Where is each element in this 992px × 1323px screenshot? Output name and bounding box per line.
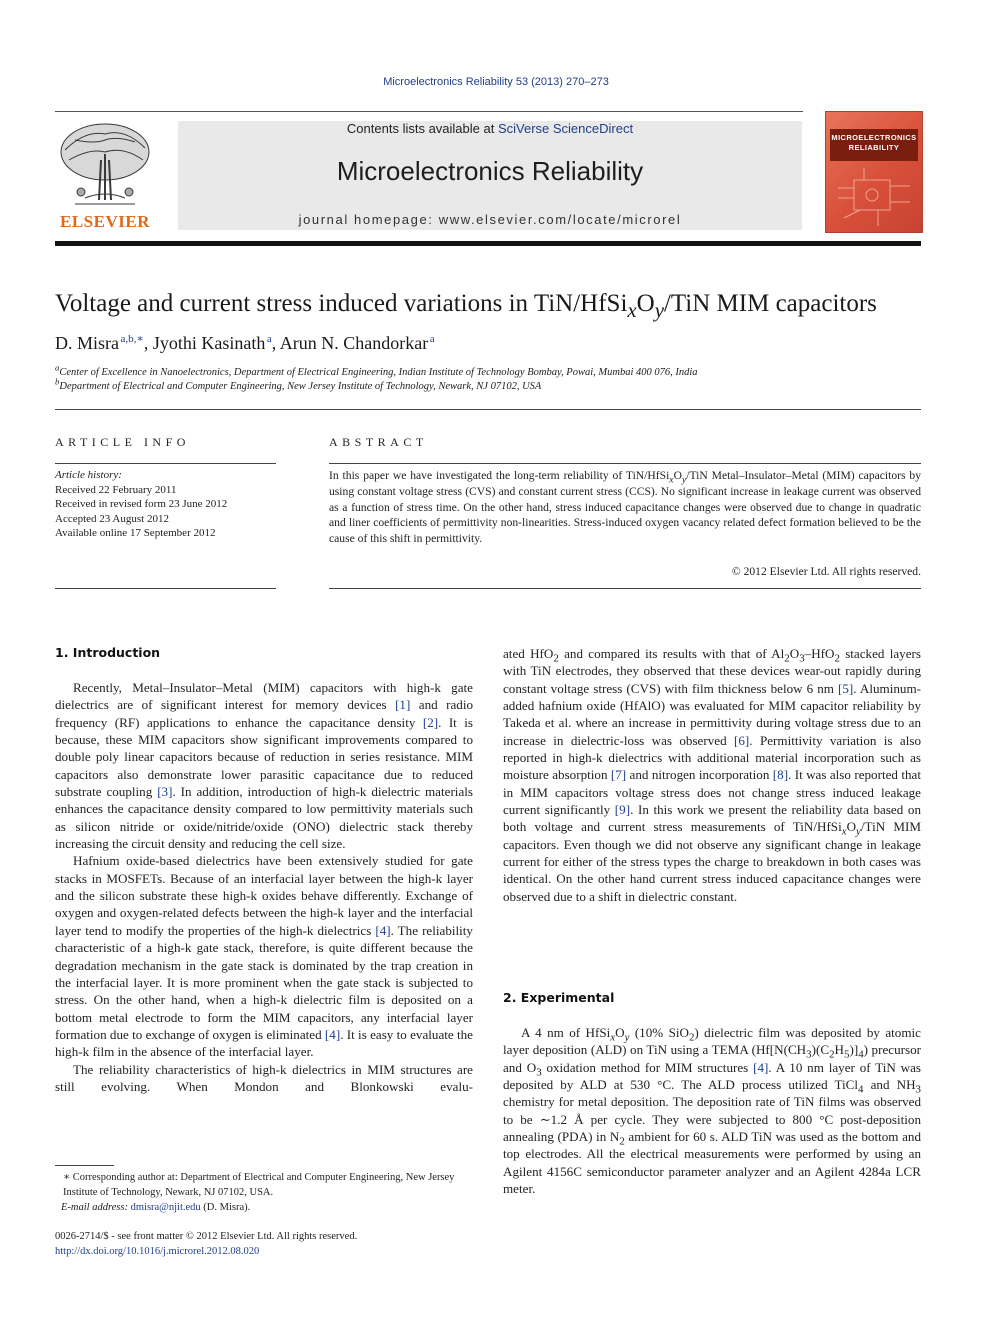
affiliation-label: b [55,376,60,387]
article-info-heading: ARTICLE INFO [55,435,190,449]
article-history [55,468,276,541]
author-list: D. Misra $^{a,b,∗}$, Jyothi Kasinath $^a$, Arun N. Chandorkar $^a$ [55,333,435,353]
affiliation-b [55,376,921,392]
title-part-1: Voltage and current stress induced variations in TiN/HfSi [55,290,628,317]
section-heading-experimental: 2. Experimental [503,990,615,1005]
affiliation-a [55,362,921,378]
history-label: Article history: [55,469,122,481]
reference-link[interactable]: [1] [395,697,411,713]
title-sub-x: x [627,298,637,322]
cover-title-line2: RELIABILITY [848,143,900,152]
experimental-paragraph-1: A 4 nm of $HfSi_xO_y$ (10% SiO$_2$) dielectric film was deposited by atomic layer deposition (ALD) on TiN using a TEMA $(Hf[N(CH_3)(C_2H_5)]_4)$ precursor and $O_3$ oxidation method for MIM structures [4]. A 10 nm layer of TiN was deposited by ALD at 530 °C. The ALD process utilized TiCl$_4$ and $NH_3$ chemistry for metal deposition. The deposition rate of TiN films was observed to be ∼1.2 Å per cycle. They were subjected to 800 °C post-deposition annealing (PDA) in $N_2$ ambient for 60 s. ALD TiN was used as the bottom and top electrodes. All the electrical measurements were performed by using an Agilent 4156C semiconductor parameter analyzer and an Agilent 4284a LCR meter. [503,1025,922,1197]
abstract-rule-bottom [329,588,921,589]
affiliation-label: a [55,362,60,373]
author-affil-marker[interactable]: a [429,333,435,345]
article-info-rule-top [55,463,276,464]
header-thick-rule [55,241,921,246]
article-info-rule-bottom [55,588,276,589]
intro-paragraph-3-start: The reliability characteristics of high-k dielectrics in MIM structures are still evolving. When Mondon and Blonkowski evalu- [55,1061,473,1094]
author-name[interactable]: Jyothi Kasinath [152,333,266,353]
journal-cover-thumbnail[interactable] [825,111,923,233]
affiliation-text: Department of Electrical and Computer Engineering, New Jersey Institute of Technology, Newark, NJ 07102, USA [59,381,542,392]
abstract-rule-top [329,463,921,464]
intro-paragraph-3-cont: ated HfO$_2$ and compared its results with that of $Al_2O_3-HfO_2$ stacked layers with TiN electrodes, they observed that these devices wear-out rapidly during constant voltage stress (CVS) with film thickness below 6 nm [5]. Aluminum-added hafnium oxide (HfAlO) was evaluated for MIM capacitor reliability by Takeda et al. where an increase in permittivity during voltage stress due to an increase in dielectric-loss was observed [6]. Permittivity variation is also reported in high-k dielectrics with additional material incorporation such as moisture absorption [7] and nitrogen incorporation [8]. It was also reported that in MIM capacitors voltage stress does not change stress induced leakage current significantly [9]. In this work we present the reliability data based on both voltage and current stress measurements of TiN/$HfSi_xO_y$/TiN MIM capacitors. Even though we did not observe any significant change in leakage current for either of the stress types the charge to breakdown in both cases was identical. On the other hand current stress induced capacitance changes were observed due to a shift in dielectric constant. [503,646,921,904]
journal-homepage [178,212,802,227]
sciencedirect-link[interactable]: SciVerse ScienceDirect [497,121,634,136]
contents-availability [178,121,802,136]
header-top-rule [55,111,803,112]
email-suffix: (D. Misra). [200,1202,251,1213]
reference-link[interactable]: [8] [772,767,789,783]
reference-link[interactable]: [2] [422,714,439,730]
author-name[interactable]: Arun N. Chandorkar [279,333,429,353]
title-part-2: O [636,290,655,317]
tree-icon [55,120,155,212]
body-column-left [55,679,473,1095]
journal-title[interactable]: Microelectronics Reliability [336,156,644,186]
history-received: Received 22 February 2011 [55,483,177,496]
author-name[interactable]: D. Misra [55,333,119,353]
abstract-copyright: © 2012 Elsevier Ltd. All rights reserved. [731,565,921,578]
author-affil-marker[interactable]: a,b,∗ [120,333,144,345]
intro-paragraph-1: Recently, Metal–Insulator–Metal (MIM) capacitors with high-k gate dielectrics are of significant interest for memory devices [1] and radio frequency (RF) applications to enhance the capacitance density [2]. It is because, these MIM capacitors show significant improvements compared to double poly linear capacitors because of reduction in series resistance. MIM capacitors also demonstrate lower parasitic capacitance due to reduced substrate coupling [3]. In addition, introduction of high-k dielectric materials enhances the capacitance density compared to low permittivity materials such as silicon nitride or oxide/nitride/oxide (ONO) dielectric stack thereby increasing the circuit density and reducing the cell size. [55,680,473,852]
paper-title [55,290,921,322]
reference-link[interactable]: [4] [753,1059,769,1075]
author-affil-marker[interactable]: a [266,333,272,345]
email-label: E-mail address: [61,1202,128,1213]
email-line [55,1200,473,1215]
abstract-part-2: /TiN Metal–Insulator–Metal (MIM) capacitors by using constant voltage stress (CVS) and constant current stress (CCS). No significant increase in leakage current was observed as a function of stress time. On the other hand, stress induced capacitance changes were observed due to change in quadratic and liner coefficients of permittivity non-linearities. Stress-induced oxygen vacancy related defect formation believed to be the cause of this shift in permittivity. [329,469,921,546]
contents-prefix: Contents lists available at [346,121,498,136]
title-part-3: /TiN MIM capacitors [663,290,877,317]
reference-link[interactable]: [6] [734,732,750,748]
history-online: Available online 17 September 2012 [55,527,216,539]
homepage-url[interactable]: www.elsevier.com/locate/microrel [438,212,682,227]
footnotes [55,1170,473,1215]
reference-link[interactable]: [4] [375,922,391,938]
elsevier-logo-wordmark: ELSEVIER [60,212,150,231]
history-revised: Received in revised form 23 June 2012 [55,498,228,510]
affiliation-rule [55,409,921,410]
abstract-part-1: In this paper we have investigated the long-term reliability of TiN/HfSi [329,469,670,482]
reference-link[interactable]: [3] [157,784,173,800]
reference-link[interactable]: [7] [610,767,627,783]
doi-link[interactable]: http://dx.doi.org/10.1016/j.microrel.2012.08.020 [55,1245,260,1257]
issn-line: 0026-2714/$ - see front matter © 2012 Elsevier Ltd. All rights reserved. [55,1231,358,1242]
body-column-right-bottom [503,1024,921,1197]
homepage-prefix: journal homepage: [298,212,439,227]
abstract-heading: ABSTRACT [329,435,428,449]
affiliation-text: Center of Excellence in Nanoelectronics, Department of Electrical Engineering, Indian Institute of Technology Bombay, Powai, Mumbai 400 076, India [59,367,698,378]
footnote-rule [55,1165,114,1166]
history-accepted: Accepted 23 August 2012 [55,512,169,525]
intro-paragraph-2: Hafnium oxide-based dielectrics have been extensively studied for gate stacks in MOSFETs. Because of an interfacial layer between the high-k layer and the silicon substrate these high-k oxides behave differently. Exchange of oxygen and oxygen-related defects between the high-k layer and the interfacial layer tend to modify the properties of the high-k dielectrics [4]. The reliability characteristic of a high-k gate stack, therefore, is quite different because the degradation mechanism in the gate stack is dominated by the trap creation in the interfacial layer. It is more prominent when the gate stack is subjected to stress. On the other hand, when a high-k dielectric film is deposited on a bottom metal electrode to form the MIM capacitors, any interfacial layer formation due to exchange of oxygen is eliminated [4]. It is easy to evaluate the high-k film in the absence of the interfacial layer. [55,853,473,1060]
section-heading-introduction: 1. Introduction [55,645,161,660]
circuit-pattern-icon [834,168,914,226]
cover-title [830,133,918,153]
abstract-text: In this paper we have investigated the long-term reliability of TiN/$HfSi_xO_y$/TiN Metal–Insulator–Metal (MIM) capacitors by using constant voltage stress (CVS) and constant current stress (CCS). No significant increase in leakage current was observed as a function of stress time. On the other hand, stress induced capacitance changes were observed due to change in quadratic and liner coefficients of permittivity non-linearities. Stress-induced oxygen vacancy related defect formation believed to be the cause of this shift in permittivity. [329,469,921,546]
reference-link[interactable]: [4] [324,1026,341,1042]
corresponding-author-note: ∗ Corresponding author at: Department of Electrical and Computer Engineering, New Jersey Institute of Technology, Newark, NJ 07102, USA. [63,1172,455,1198]
reference-link[interactable]: [5] [838,680,854,696]
reference-link[interactable]: [9] [614,802,631,818]
journal-citation[interactable]: Microelectronics Reliability 53 (2013) 270–273 [383,76,609,88]
email-link[interactable]: dmisra@njit.edu [130,1202,201,1213]
cover-title-line1: MICROELECTRONICS [831,133,917,142]
front-matter [55,1230,473,1259]
body-column-right-top [503,645,921,905]
title-sub-y: y [654,298,664,322]
